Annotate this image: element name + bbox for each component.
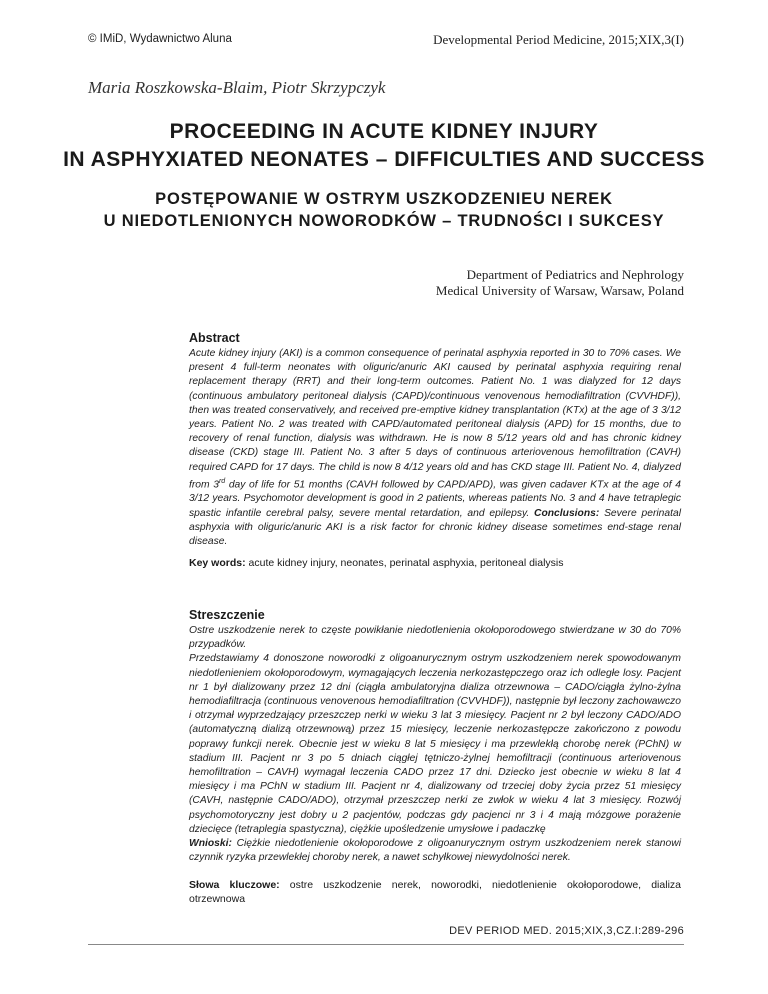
streszczenie-conclusions <box>189 837 681 865</box>
title-english <box>0 118 768 174</box>
title-english-line2: IN ASPHYXIATED NEONATES – DIFFICULTIES AND SUCCESS <box>63 148 705 171</box>
streszczenie-conclusions-text: Ciężkie niedotlenienie okołoporodowe z oligoanurycznym ostrym uszkodzeniem nerek stanowi czynnik ryzyka przewlekłej choroby nerek, a nawet schyłkowej niewydolności nerek. <box>189 838 681 864</box>
affiliation <box>436 267 684 299</box>
streszczenie-heading: Streszczenie <box>189 608 265 622</box>
streszczenie-body1: Ostre uszkodzenie nerek to częste powikłanie niedotlenienia okołoporodowego stwierdzane w 30 do 70% przypadków. <box>189 625 681 651</box>
copyright-notice: © IMiD, Wydawnictwo Aluna <box>88 33 232 45</box>
footer-citation: DEV PERIOD MED. 2015;XIX,3,CZ.I:289-296 <box>449 925 684 937</box>
abstract-section <box>189 331 681 549</box>
abstract-conclusions-label: Conclusions: <box>534 507 600 519</box>
abstract-heading: Abstract <box>189 331 240 345</box>
affiliation-line2: Medical University of Warsaw, Warsaw, Poland <box>435 283 684 298</box>
streszczenie-conclusions-label: Wnioski: <box>189 838 232 850</box>
title-polish <box>0 188 768 232</box>
title-polish-line1: POSTĘPOWANIE W OSTRYM USZKODZENIEU NEREK <box>155 190 613 208</box>
streszczenie-section <box>189 608 681 865</box>
abstract-body: Acute kidney injury (AKI) is a common consequence of perinatal asphyxia reported in 30 to 70% cases. We present 4 full-term neonates with oliguric/anuric AKI caused by perinatal asphyxia requiring renal replacement therapy (RRT) and their long-term outcomes. Patient No. 1 was dialyzed for 12 days (continuous ambulatory peritoneal dialysis (CAPD)/continuous venovenous hemodiafiltration (CVVHDF)), then was treated conservatively, and received pre-emptive kidney transplantation (KTx) at the age of 3 3/12 years. Patient No. 2 was treated with CAPD/automated peritoneal dialysis (APD) for 15 months, due to recovery of renal function, dialysis was withdrawn. He is now 8 5/12 years old and has chronic kidney disease (CKD) stage III. Patient No. 3 after 5 days of continuous arteriovenous hemofiltration (CAVH) required CAPD for 17 days. The child is now 8 4/12 years old and has CKD stage III. Patient No. 4, dialyzed from 3rd day of life for 51 months (CAVH followed by CAPD/APD), was given cadaver KTx at the age of 4 3/12 years. Psychomotor development is good in 2 patients, whereas patients No. 3 and 4 have tetraplegic spastic infantile cerebral palsy, severe mental retardation, and epilepsy. Conclusions: Severe perinatal asphyxia with oliguric/anuric AKI is a risk factor for chronic kidney disease sometimes end-stage renal disease. <box>189 348 681 548</box>
keywords-section <box>189 556 681 570</box>
slowa-kluczowe-section <box>189 878 681 906</box>
abstract-conclusions-text: Severe perinatal asphyxia with oliguric/anuric AKI is a risk factor for chronic kidney disease sometimes end-stage renal disease. <box>189 507 681 548</box>
slowa-kluczowe-label: Słowa kluczowe: <box>189 879 280 891</box>
title-polish-line2: U NIEDOTLENIONYCH NOWORODKÓW – TRUDNOŚCI I SUKCESY <box>103 212 665 230</box>
keywords <box>189 556 681 570</box>
journal-citation: Developmental Period Medicine, 2015;XIX,3(I) <box>433 32 684 47</box>
slowa-kluczowe <box>189 878 681 906</box>
keywords-label: Key words: <box>189 557 246 569</box>
footer-rule <box>88 944 684 945</box>
affiliation-line1: Department of Pediatrics and Nephrology <box>466 267 684 282</box>
streszczenie-body2: Przedstawiamy 4 donoszone noworodki z oligoanurycznym ostrym uszkodzeniem nerek spowodowanym niedotlenieniem okołoporodowym, wymagających leczenia nerkozastępczego oraz ich odległe losy. Pacjent nr 1 był dializowany przez 12 dni (ciągła ambulatoryjna dializa otrzewnowa – CADO/ciągła żylno-żylna hemodiafiltracja (continuous venovenous hemodiafiltration (CVVHDF)), następnie był leczony zachowawczo i otrzymał wyprzedzający przeszczep nerki w wieku 3 lat 3 miesięcy. Pacjent nr 2 był leczony CADO/ADO (automatyczną dializą otrzewnową) przez 15 miesięcy, leczenie nerkozastępcze zakończono z powodu poprawy funkcji nerek. Obecnie jest w wieku 8 lat 5 miesięcy i ma przewlekłą chorobę nerek (PChN) w stadium III. Pacjent nr 3 po 5 dniach ciągłej tętniczo-żylnej hemofiltracji (continuous arteriovenous hemofiltration – CAVH) wymagał leczenia CADO przez 17 dni. Dziecko jest obecnie w wieku 8 lat 4 miesięcy i ma PChN w stadium III. Pacjent nr 4, dializowany od trzeciej doby życia przez 51 miesięcy (CAVH, następnie CADO/ADO), otrzymał przeszczep nerki ze zwłok w wieku 4 lat 3 miesięcy. Rozwój psychomotoryczny jest dobry u 2 pacjentów, podczas gdy pacjenci nr 3 i 4 mają mózgowe porażenie dziecięce (tetraplegia spastyczna), ciężkie upośledzenie umysłowe i padaczkę <box>189 653 681 835</box>
authors: Maria Roszkowska-Blaim, Piotr Skrzypczyk <box>88 78 386 97</box>
slowa-kluczowe-text: ostre uszkodzenie nerek, noworodki, niedotlenienie okołoporodowe, dializa otrzewnowa <box>189 879 681 905</box>
keywords-text: acute kidney injury, neonates, perinatal asphyxia, peritoneal dialysis <box>245 557 564 569</box>
title-english-line1: PROCEEDING IN ACUTE KIDNEY INJURY <box>169 120 599 143</box>
